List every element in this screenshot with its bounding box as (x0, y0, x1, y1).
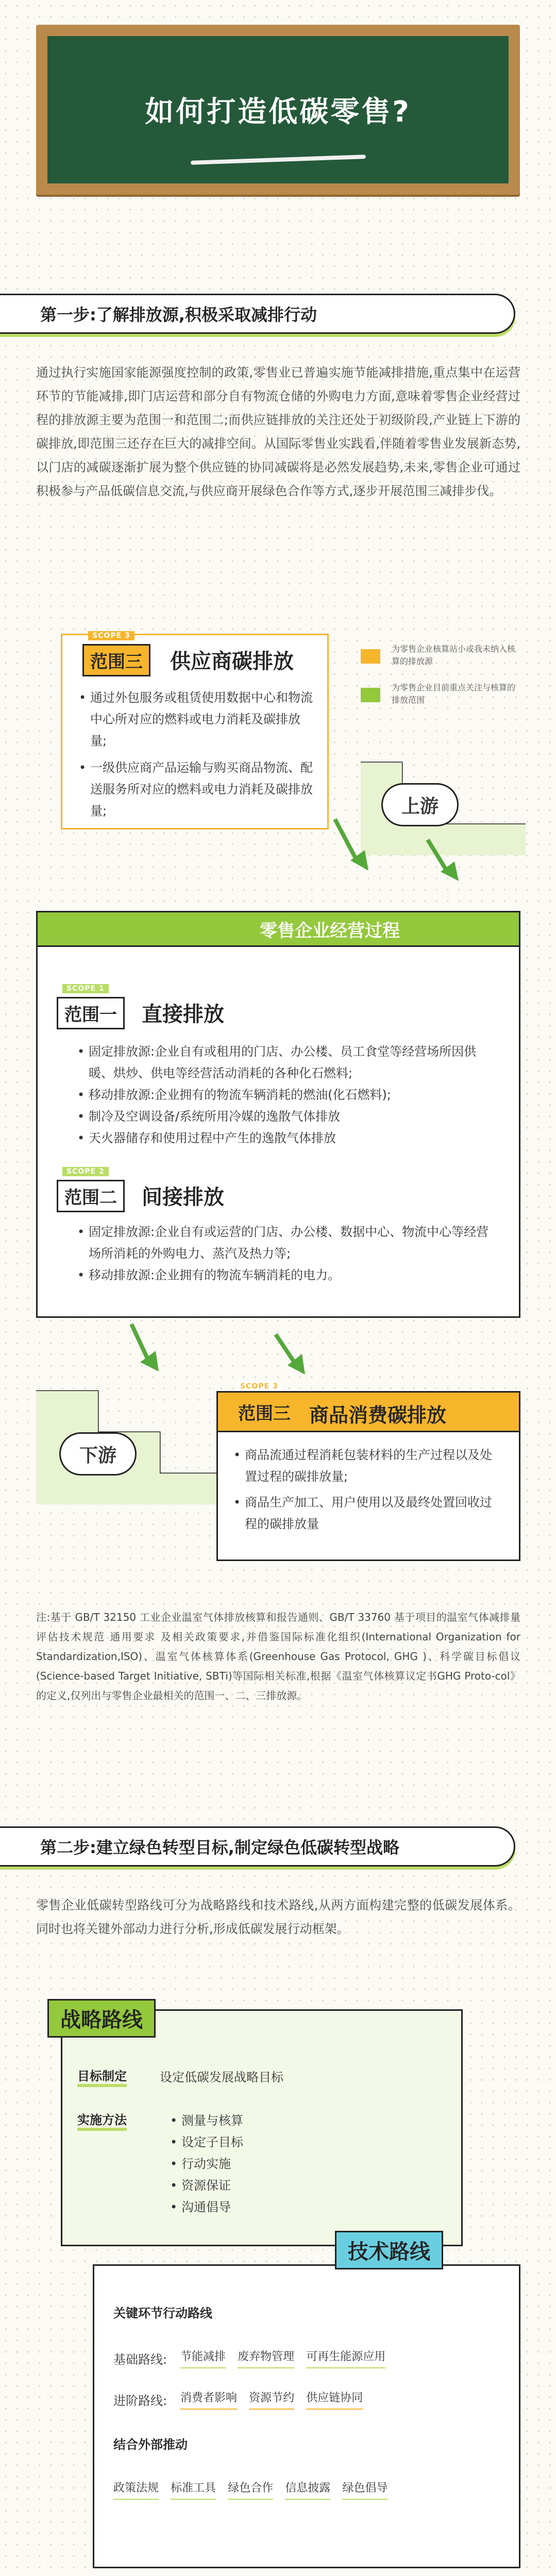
list-item: • 商品流通过程消耗包装材料的生产过程以及处置过程的碳排放量; (233, 1444, 501, 1487)
chip: 可再生能源应用 (306, 2347, 385, 2368)
basic-label: 基础路线: (113, 2352, 167, 2367)
scope3-consumer-list (233, 1444, 501, 1535)
arrow-down-icon (330, 814, 376, 876)
step2-header (0, 1826, 515, 1867)
goal-label: 目标制定 (77, 2066, 127, 2087)
page-title: 如何打造低碳零售? (145, 95, 411, 129)
scope2-tag-text: 范围二 (64, 1188, 117, 1208)
list-item: • 移动排放源:企业拥有的物流车辆消耗的电力。 (77, 1264, 500, 1286)
list-item: • 沟通倡导 (170, 2196, 243, 2218)
scope1-title: 直接排放 (142, 1003, 224, 1026)
list-item: • 天火器储存和使用过程中产生的逸散气体排放 (77, 1127, 500, 1149)
list-item: • 商品生产加工、用户使用以及最终处置回收过程的碳排放量 (233, 1492, 501, 1535)
list-item: • 一级供应商产品运输与购买商品物流、配送服务所对应的燃料或电力消耗及碳排放量; (79, 757, 316, 822)
basic-items (180, 2347, 395, 2368)
scope1-label: SCOPE 1 (62, 984, 109, 993)
chip: 节能减排 (180, 2347, 226, 2368)
list-item: • 测量与核算 (170, 2110, 243, 2131)
tech-badge: 技术路线 (335, 2231, 443, 2269)
step1-header (0, 294, 515, 334)
chalkboard-header (36, 25, 520, 195)
key-label: 关键环节行动路线 (113, 2306, 212, 2320)
scope2-list (77, 1221, 500, 1286)
scope3-consumer-tag (232, 1382, 297, 1427)
method-label: 实施方法 (77, 2110, 127, 2131)
step2-heading: 第二步:建立绿色转型目标,制定绿色低碳转型战略 (40, 1838, 399, 1857)
scope2-tag (57, 1167, 125, 1212)
external-items (113, 2478, 397, 2500)
arrow-down-icon (423, 835, 469, 886)
list-item: • 资源保证 (170, 2175, 243, 2196)
list-item: • 固定排放源:企业自有或租用的门店、办公楼、员工食堂等经营场所因供暖、烘炒、供电等经营活动消耗的各种化石燃料; (77, 1041, 500, 1084)
chip: 供应链协同 (306, 2388, 363, 2410)
footnote: 注:基于 GB/T 32150 工业企业温室气体排放核算和报告通则、GB/T 33760 基于项目的温室气体减排量评估技术规范 通用要求 及相关政策要求,并借鉴国际标准化组织(International Organization for Standardization,ISO)、温室气体核算体系(Greenhouse Gas Protocol, GHG )、科学碳目标倡议(Science-based Target Initiative, SBTi)等国际相关标准,根据《温室气体核算议定书GHG Proto-col》的定义,仅列出与零售企业最相关的范围一、二、三排放源。 (36, 1611, 520, 1702)
scope3-consumer-label: SCOPE 3 (236, 1382, 282, 1391)
downstream-label: 下游 (59, 1432, 137, 1476)
list-item: • 设定子目标 (170, 2131, 243, 2153)
scope1-tag (57, 985, 125, 1029)
chip: 资源节约 (249, 2388, 294, 2410)
operations-title: 零售企业经营过程 (260, 920, 400, 941)
step1-paragraph: 通过执行实施国家能源强度控制的政策,零售业已普遍实施节能减排措施,重点集中在运营环节的节能减排,即门店运营和部分自有物流仓储的外购电力方面,意味着零售企业经营过程的排放源主要为范围一和范围二;而供应链排放的关注还处于初级阶段,产业链上下游的碳排放,即范围三还存在巨大的减排空间。从国际零售业实践看,伴随着零售业发展新态势,以门店的减碳逐渐扩展为整个供应链的协同减碳将是必然发展趋势,未来,零售企业可通过积极参与产品低碳信息交流,与供应商开展绿色合作等方式,逐步开展范围三减排步伐。 (36, 365, 520, 498)
list-item: • 移动排放源:企业拥有的物流车辆消耗的燃油(化石燃料); (77, 1084, 500, 1106)
scope1-list (77, 1041, 500, 1149)
list-item: • 通过外包服务或租赁使用数据中心和物流中心所对应的燃料或电力消耗及碳排放量; (79, 687, 316, 752)
advanced-label: 进阶路线: (113, 2394, 167, 2408)
scope2-label: SCOPE 2 (62, 1167, 109, 1176)
arrow-down-icon (268, 1329, 314, 1381)
upstream-label: 上游 (381, 783, 459, 826)
list-item: • 固定排放源:企业自有或运营的门店、办公楼、数据中心、物流中心等经营场所消耗的外购电力、蒸汽及热力等; (77, 1221, 500, 1264)
goal-text: 设定低碳发展战略目标 (160, 2070, 283, 2084)
scope3-supply-tag-text: 范围三 (90, 652, 143, 672)
scope3-supply-label: SCOPE 3 (88, 631, 134, 640)
scope3-supply-tag (82, 632, 150, 676)
chip: 政策法规 (113, 2478, 159, 2500)
step2-paragraph: 零售企业低碳转型路线可分为战略路线和技术路线,从两方面构建完整的低碳发展体系。同时也将关键外部动力进行分析,形成低碳发展行动框架。 (36, 1898, 520, 1936)
scope2-title: 间接排放 (142, 1185, 224, 1209)
operations-banner (36, 911, 520, 947)
step1-heading: 第一步:了解排放源,积极采取减排行动 (40, 305, 317, 325)
list-item: • 行动实施 (170, 2153, 243, 2175)
legend-green-swatch (361, 688, 380, 702)
scope3-consumer-title: 商品消费碳排放 (309, 1404, 447, 1427)
legend-orange-text: 为零售企业核算站小或我未纳入核算的排放源 (392, 644, 516, 666)
legend-green-text: 为零售企业目前重点关注与核算的排放范围 (392, 683, 516, 705)
strategy-badge: 战略路线 (47, 1999, 156, 2038)
chip: 信息披露 (285, 2478, 330, 2500)
chip: 绿色倡导 (342, 2478, 387, 2500)
chip: 标准工具 (171, 2478, 216, 2500)
scope3-supply-list (79, 687, 316, 822)
advanced-items (180, 2388, 372, 2410)
list-item: • 制冷及空调设备/系统所用冷媒的逸散气体排放 (77, 1106, 500, 1127)
chip: 废弃物管理 (238, 2347, 294, 2368)
legend-orange-swatch (361, 649, 380, 664)
scope1-tag-text: 范围一 (64, 1005, 117, 1025)
chip: 绿色合作 (228, 2478, 273, 2500)
method-list (170, 2110, 243, 2218)
external-label: 结合外部推动 (113, 2437, 188, 2452)
scope3-supply-title: 供应商碳排放 (170, 650, 294, 673)
scope3-consumer-tag-text: 范围三 (238, 1403, 291, 1424)
chip: 消费者影响 (180, 2388, 237, 2410)
